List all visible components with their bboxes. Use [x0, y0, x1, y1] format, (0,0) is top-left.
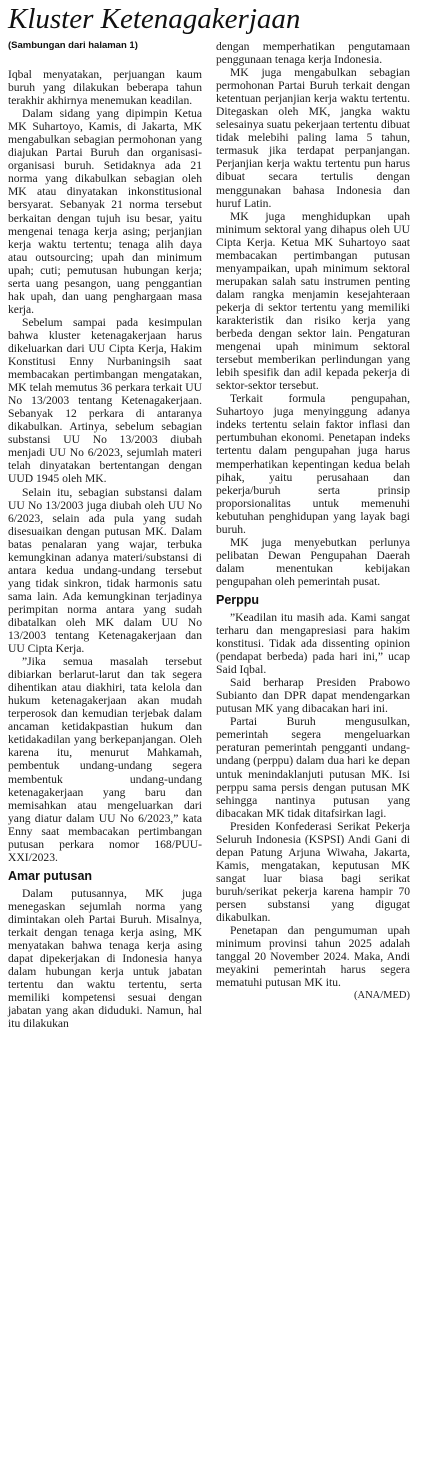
paragraph: Presiden Konfederasi Serikat Pekerja Seluruh Indonesia (KSPSI) Andi Gani di depan Patung Arjuna Wiwaha, Jakarta, Kamis, mengatakan, keputusan MK sangat luar biasa bagi serikat buruh/serikat pekerja karena hampir 70 persen substansi yang digugat dikabulkan.: [216, 819, 410, 925]
continuation-note: (Sambungan dari halaman 1): [8, 40, 138, 51]
paragraph: Partai Buruh mengusulkan, pemerintah segera mengeluarkan peraturan pemerintah pengganti undang-undang (perppu) dalam dua hari ke depan untuk menindaklanjuti putusan MK. Isi perppu sama persis dengan putusan MK sehingga nantinya putusan yang dibacakan MK tidak ditafsirkan lagi.: [216, 715, 410, 820]
author-credit: (ANA/MED): [354, 990, 410, 1002]
paragraph: Terkait formula pengupahan, Suhartoyo juga menyinggung adanya indeks tertentu selain faktor inflasi dan pertumbuhan ekonomi. Penetapan indeks tertentu dalam pengupahan juga harus memperhatikan kepentingan kedua belah pihak, yaitu perusahaan dan pekerja/buruh serta prinsip proporsionalitas untuk memenuhi kebutuhan penghidupan yang layak bagi buruh.: [216, 392, 410, 536]
paragraph: dengan memperhatikan pengutamaan penggunaan tenaga kerja Indonesia.: [216, 40, 410, 67]
paragraph: Selain itu, sebagian substansi dalam UU No 13/2003 juga diubah oleh UU No 6/2023, selain ada pula yang sudah disesuaikan dengan putusan MK. Dalam batas penalaran yang wajar, terbuka kemungkinan adanya materi/substansi di antara kedua undang-undang tersebut yang tidak sinkron, tidak harmonis satu sama lain. Ada kemungkinan terjadinya perimpitan norma antara yang sudah dibatalkan oleh MK dalam UU No 13/2003 tentang Ketenagakerjaan dan UU Cipta Kerja.: [8, 485, 202, 656]
subheading-amar-putusan: Amar putusan: [8, 868, 93, 883]
paragraph: Dalam putusannya, MK juga menegaskan sejumlah norma yang dimintakan oleh Partai Buruh. Misalnya, terkait dengan tenaga kerja asing, MK menyatakan bahwa tenaga kerja asing dapat dipekerjakan di Indonesia hanya dalam hubungan kerja untuk jabatan tertentu dan waktu tertentu, serta memiliki kompetensi sesuai dengan jabatan yang akan diduduki. Namun, hal itu dilakukan: [8, 886, 202, 1031]
paragraph: ”Jika semua masalah tersebut dibiarkan berlarut-larut dan tak segera dihentikan atau diakhiri, tata kelola dan hukum ketenagakerjaan akan mudah terperosok dan kemudian terjebak dalam ancaman ketidakpastian hukum dan ketidakadilan yang berkepanjangan. Oleh karena itu, menurut Mahkamah, pembentuk undang-undang segera membentuk undang-undang ketenagakerjaan yang baru dan memisahkan atau mengeluarkan dari yang diatur dalam UU No 6/2023,” kata Enny saat membacakan pertimbangan putusan perkara nomor 168/PUU-XXI/2023.: [8, 655, 202, 864]
paragraph: MK juga mengabulkan sebagian permohonan Partai Buruh terkait dengan ketentuan perjanjian kerja waktu tertentu. Ditegaskan oleh MK, jangka waktu selesainya suatu pekerjaan tertentu dibuat tidak melebihi paling lama 5 tahun, termasuk jika terdapat perpanjangan. Perjanjian kerja waktu tertentu pun harus dibuat secara tertulis dengan menggunakan bahasa Indonesia dan huruf Latin.: [216, 66, 410, 210]
left-column: [8, 40, 202, 1030]
paragraph: Dalam sidang yang dipimpin Ketua MK Suhartoyo, Kamis, di Jakarta, MK mengabulkan sebagian permohonan yang diajukan Partai Buruh dan organisasi-organisasi buruh. Setidaknya ada 21 norma yang dikabulkan sebagian oleh MK atau dinyatakan inkonstitusional bersyarat. Sebanyak 21 norma tersebut berkaitan dengan tujuh isu besar, yaitu mengenai tenaga kerja asing; perjanjian kerja waktu tertentu; tenaga alih daya atau outsourcing; upah dan minimum upah; cuti; pemutusan hubungan kerja; serta uang pesangon, uang penggantian hak upah, dan uang penghargaan masa kerja.: [8, 107, 202, 316]
paragraph: MK juga menyebutkan perlunya pelibatan Dewan Pengupahan Daerah dalam menentukan kebijakan pengupahan oleh pemerintah pusat.: [216, 535, 410, 588]
paragraph: ”Keadilan itu masih ada. Kami sangat terharu dan mengapresiasi para hakim konstitusi. Tidak ada dissenting opinion (pendapat berbeda) pada hari ini,” ucap Said Iqbal.: [216, 610, 410, 677]
paragraph: Said berharap Presiden Prabowo Subianto dan DPR dapat mendengarkan putusan MK yang dibacakan hari ini.: [216, 676, 410, 716]
paragraph: Penetapan dan pengumuman upah minimum provinsi tahun 2025 adalah tanggal 20 November 2024. Maka, Andi meyakini pemerintah harus segera mematuhi putusan MK itu.: [216, 924, 410, 990]
paragraph: MK juga menghidupkan upah minimum sektoral yang dihapus oleh UU Cipta Kerja. Ketua MK Suhartoyo saat membacakan pertimbangan putusan menyampaikan, upah minimum sektoral merupakan salah satu instrumen penting dalam rangka menjamin kesejahteraan pekerja di sektor tertentu yang memiliki karakteristik dan risiko kerja yang berbeda dengan sektor lain. Pengaturan mengenai upah minimum sektoral tersebut memberikan perlindungan yang lebih spesifik dan adil kepada pekerja di sektor-sektor tersebut.: [216, 209, 410, 393]
subheading-perppu: Perppu: [216, 592, 260, 607]
paragraph: Iqbal menyatakan, perjuangan kaum buruh yang dilakukan beberapa tahun terakhir akhirnya menemukan keadilan.: [8, 68, 202, 108]
headline: Kluster Ketenagakerjaan: [8, 3, 301, 35]
paragraph: Sebelum sampai pada kesimpulan bahwa kluster ketenagakerjaan harus dikeluarkan dari UU Cipta Kerja, Hakim Konstitusi Enny Nurbaningsih saat membacakan pertimbangan mengatakan, MK telah memutus 36 perkara terkait UU No 13/2003 tentang Ketenagakerjaan. Sebanyak 12 perkara di antaranya dikabulkan. Artinya, sebelum sebagian substansi UU No 13/2003 diubah menjadi UU No 6/2023, sejumlah materi telah dinyatakan bertentangan dengan UUD 1945 oleh MK.: [8, 315, 202, 486]
right-column: [216, 40, 410, 1002]
